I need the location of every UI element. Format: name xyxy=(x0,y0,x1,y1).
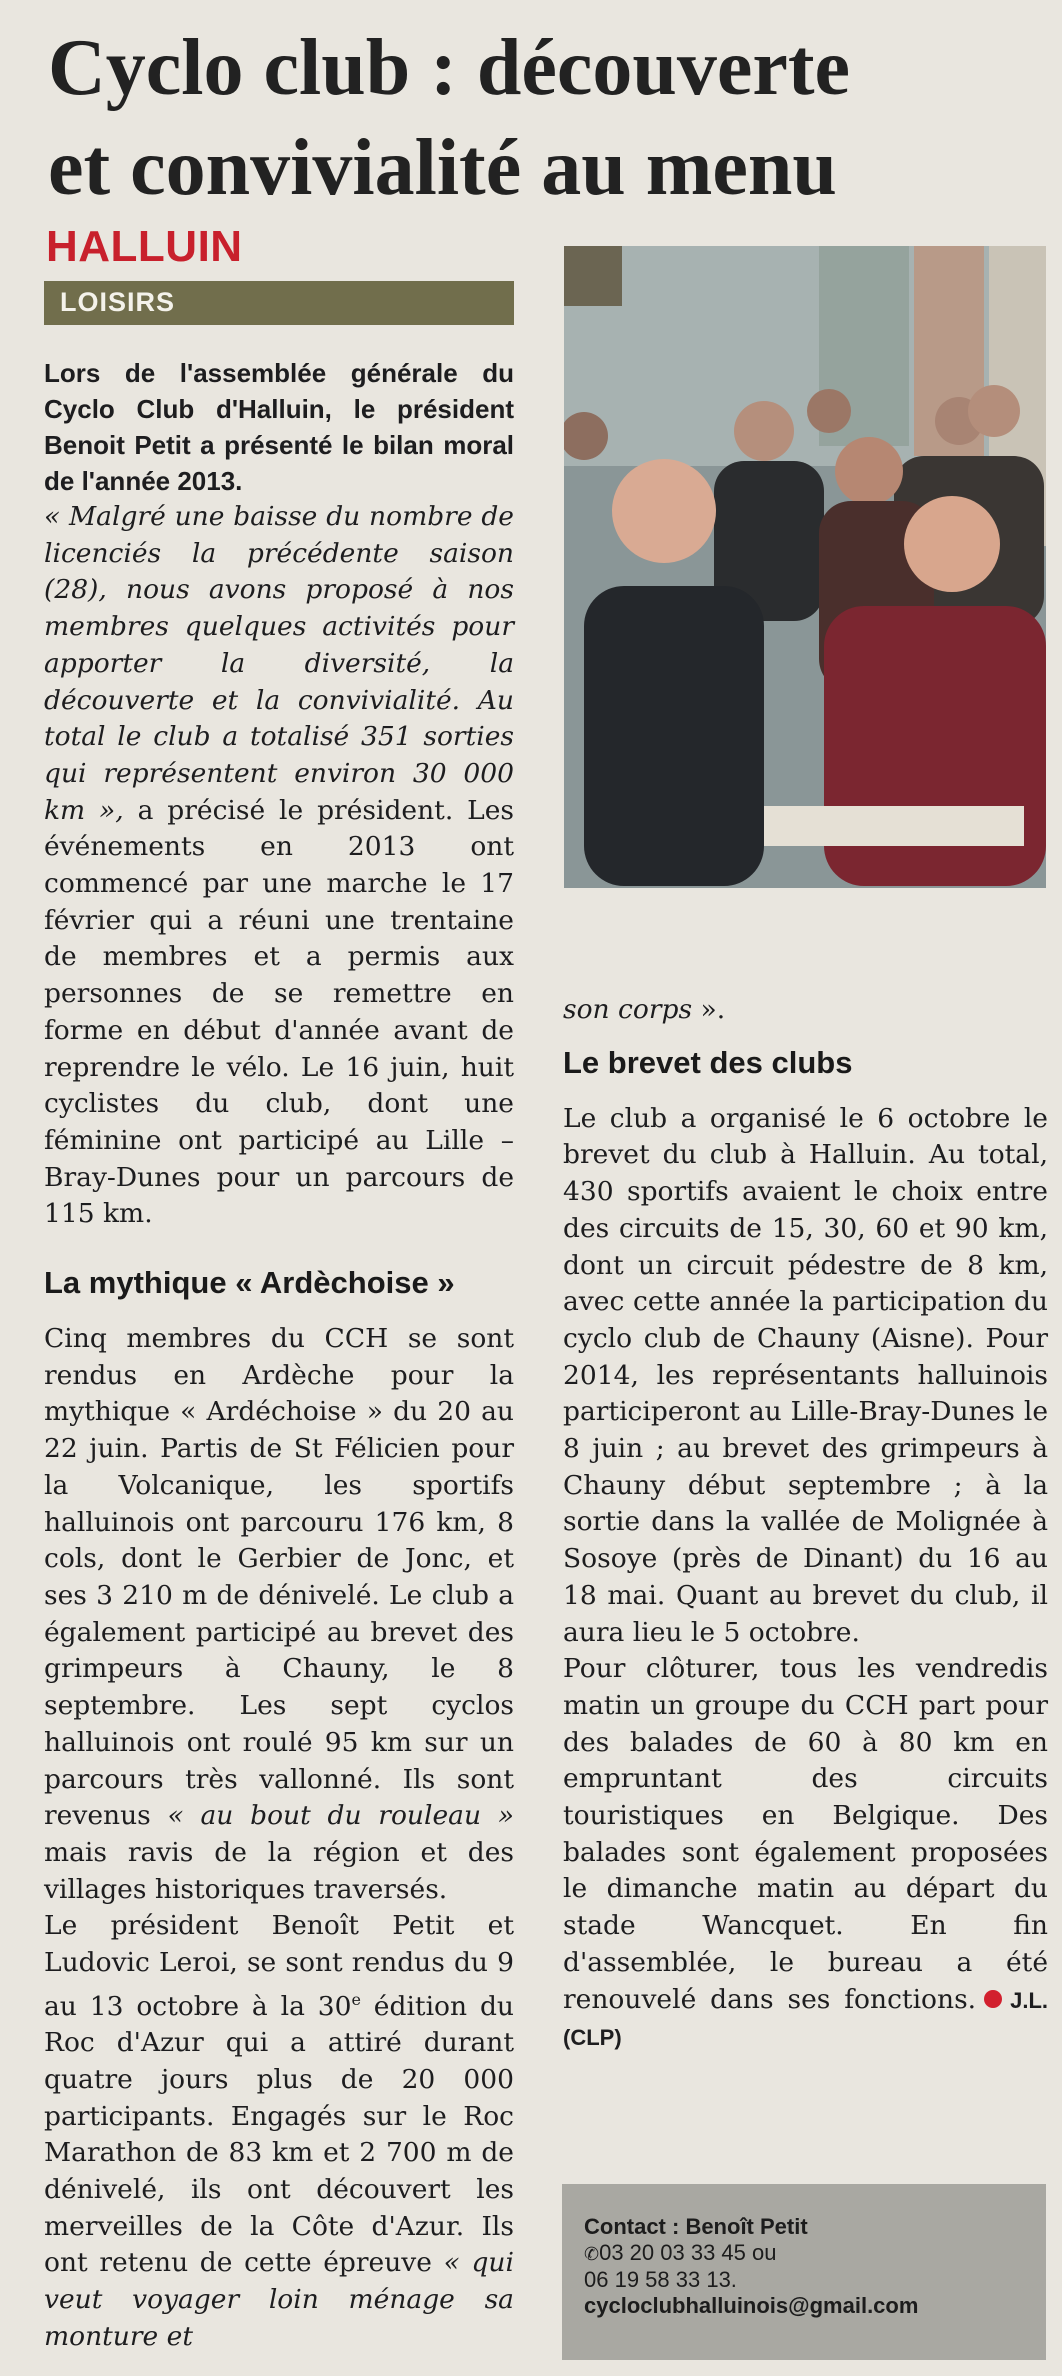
continued-quote-text: son corps xyxy=(563,994,693,1025)
continued-quote-end: ». xyxy=(692,994,726,1025)
paragraph-2 xyxy=(44,1321,514,1908)
right-column xyxy=(563,992,1048,2057)
contact-email[interactable]: cycloclubhalluinois@gmail.com xyxy=(584,2293,919,2318)
phone-2: 06 19 58 33 13. xyxy=(584,2267,737,2292)
paragraph-3 xyxy=(44,1908,514,2355)
continued-quote xyxy=(563,992,1048,1029)
article-photo xyxy=(564,246,1046,888)
left-column xyxy=(44,355,514,2356)
contact-label: Contact : Benoît Petit xyxy=(584,2214,808,2239)
author-signature: J.L. (CLP) xyxy=(563,1987,1048,2051)
ordinal-superscript: e xyxy=(351,1989,361,2009)
city-label: HALLUIN xyxy=(46,222,243,271)
lead-paragraph: Lors de l'assemblée générale du Cyclo Club d'Halluin, le président Benoit Petit a présenté le bilan moral de l'année 2013. xyxy=(44,358,514,496)
headline-line-1: Cyclo club : découverte xyxy=(48,24,851,112)
paragraph-2-quote: « au bout du rouleau » xyxy=(167,1800,514,1832)
contact-details xyxy=(584,2214,1044,2319)
paragraph-1 xyxy=(44,499,514,1233)
paragraph-1-text: a précisé le président. Les événements en 2013 ont commencé par une marche le 17 février qui a réuni une trentaine de membres et a permis aux personnes de se remettre en forme en début d'année avant de reprendre le vélo. Le 16 juin, huit cyclistes du club, dont une féminine ont participé au Lille – Bray-Dunes pour un parcours de 115 km. xyxy=(44,794,514,1230)
paragraph-5 xyxy=(563,1651,1048,2057)
signature-dot-icon xyxy=(984,1990,1002,2008)
paragraph-2-text-a: Cinq membres du CCH se sont rendus en Ardèche pour la mythique « Ardéchoise » du 20 au 22 juin. Partis de St Félicien pour la Volcanique, les sportifs halluinois ont parcouru 176 km, 8 cols, dont le Gerbier de Jonc, et ses 3 210 m de dénivelé. Le club a également participé au brevet des grimpeurs à Chauny, le 8 septembre. Les sept cyclos halluinois ont roulé 95 km sur un parcours très vallonné. Ils sont revenus xyxy=(44,1323,514,1832)
paragraph-3-text-b: édition du Roc d'Azur qui a attiré durant quatre jours plus de 20 000 participants. Engagés sur le Roc Marathon de 83 km et 2 700 m de dénivelé, ils ont découvert les merveilles de la Côte d'Azur. Ils ont retenu de cette épreuve xyxy=(44,1990,514,2279)
president-quote: « Malgré une baisse du nombre de licenciés la précédente saison (28), nous avons proposé à nos membres quelques activités pour apporter la diversité, la découverte et la convivialité. Au total le club a totalisé 351 sorties qui représentent environ 30 000 km », xyxy=(44,501,514,826)
phone-line-1 xyxy=(584,2240,1044,2267)
photo-illustration xyxy=(564,246,1046,888)
subhead-brevet: Le brevet des clubs xyxy=(563,1044,853,1080)
headline-line-2: et convivialité au menu xyxy=(48,124,837,212)
phone-icon: ✆ xyxy=(584,2244,600,2264)
paragraph-5-text: Pour clôturer, tous les vendredis matin un groupe du CCH part pour des balades de 60 à 80 km en empruntant des circuits touristiques en Belgique. Des balades sont également proposées le dimanche matin au départ du stade Wancquet. En fin d'assemblée, le bureau a été renouvelé dans ses fonctions. xyxy=(563,1653,1048,2015)
paragraph-2-text-b: mais ravis de la région et des villages historiques traversés. xyxy=(44,1836,514,1905)
rubric-label: LOISIRS xyxy=(60,287,176,317)
paragraph-3-text-a: Le président Benoît Petit et Ludovic Leroi, se sont rendus du 9 au 13 octobre à la 30 xyxy=(44,1910,514,2022)
contact-box xyxy=(562,2184,1046,2360)
phone-1: 03 20 03 33 45 ou xyxy=(599,2240,777,2265)
rubric-bar xyxy=(44,281,514,325)
subhead-ardechoise: La mythique « Ardèchoise » xyxy=(44,1265,455,1301)
paragraph-3-quote: « qui veut voyager loin ménage sa monture et xyxy=(44,2247,514,2352)
paragraph-4: Le club a organisé le 6 octobre le brevet du club à Halluin. Au total, 430 sportifs avaient le choix entre des circuits de 15, 30, 60 et 90 km, dont un circuit pédestre de 8 km, avec cette année la participation du cyclo club de Chauny (Aisne). Pour 2014, les représentants halluinois participeront au Lille-Bray-Dunes le 8 juin ; au brevet des grimpeurs à Chauny début septembre ; à la sortie dans la vallée de Molignée à Sosoye (près de Dinant) du 16 au 18 mai. Quant au brevet du club, il aura lieu le 5 octobre. xyxy=(563,1102,1048,1648)
article-headline xyxy=(48,18,1038,218)
